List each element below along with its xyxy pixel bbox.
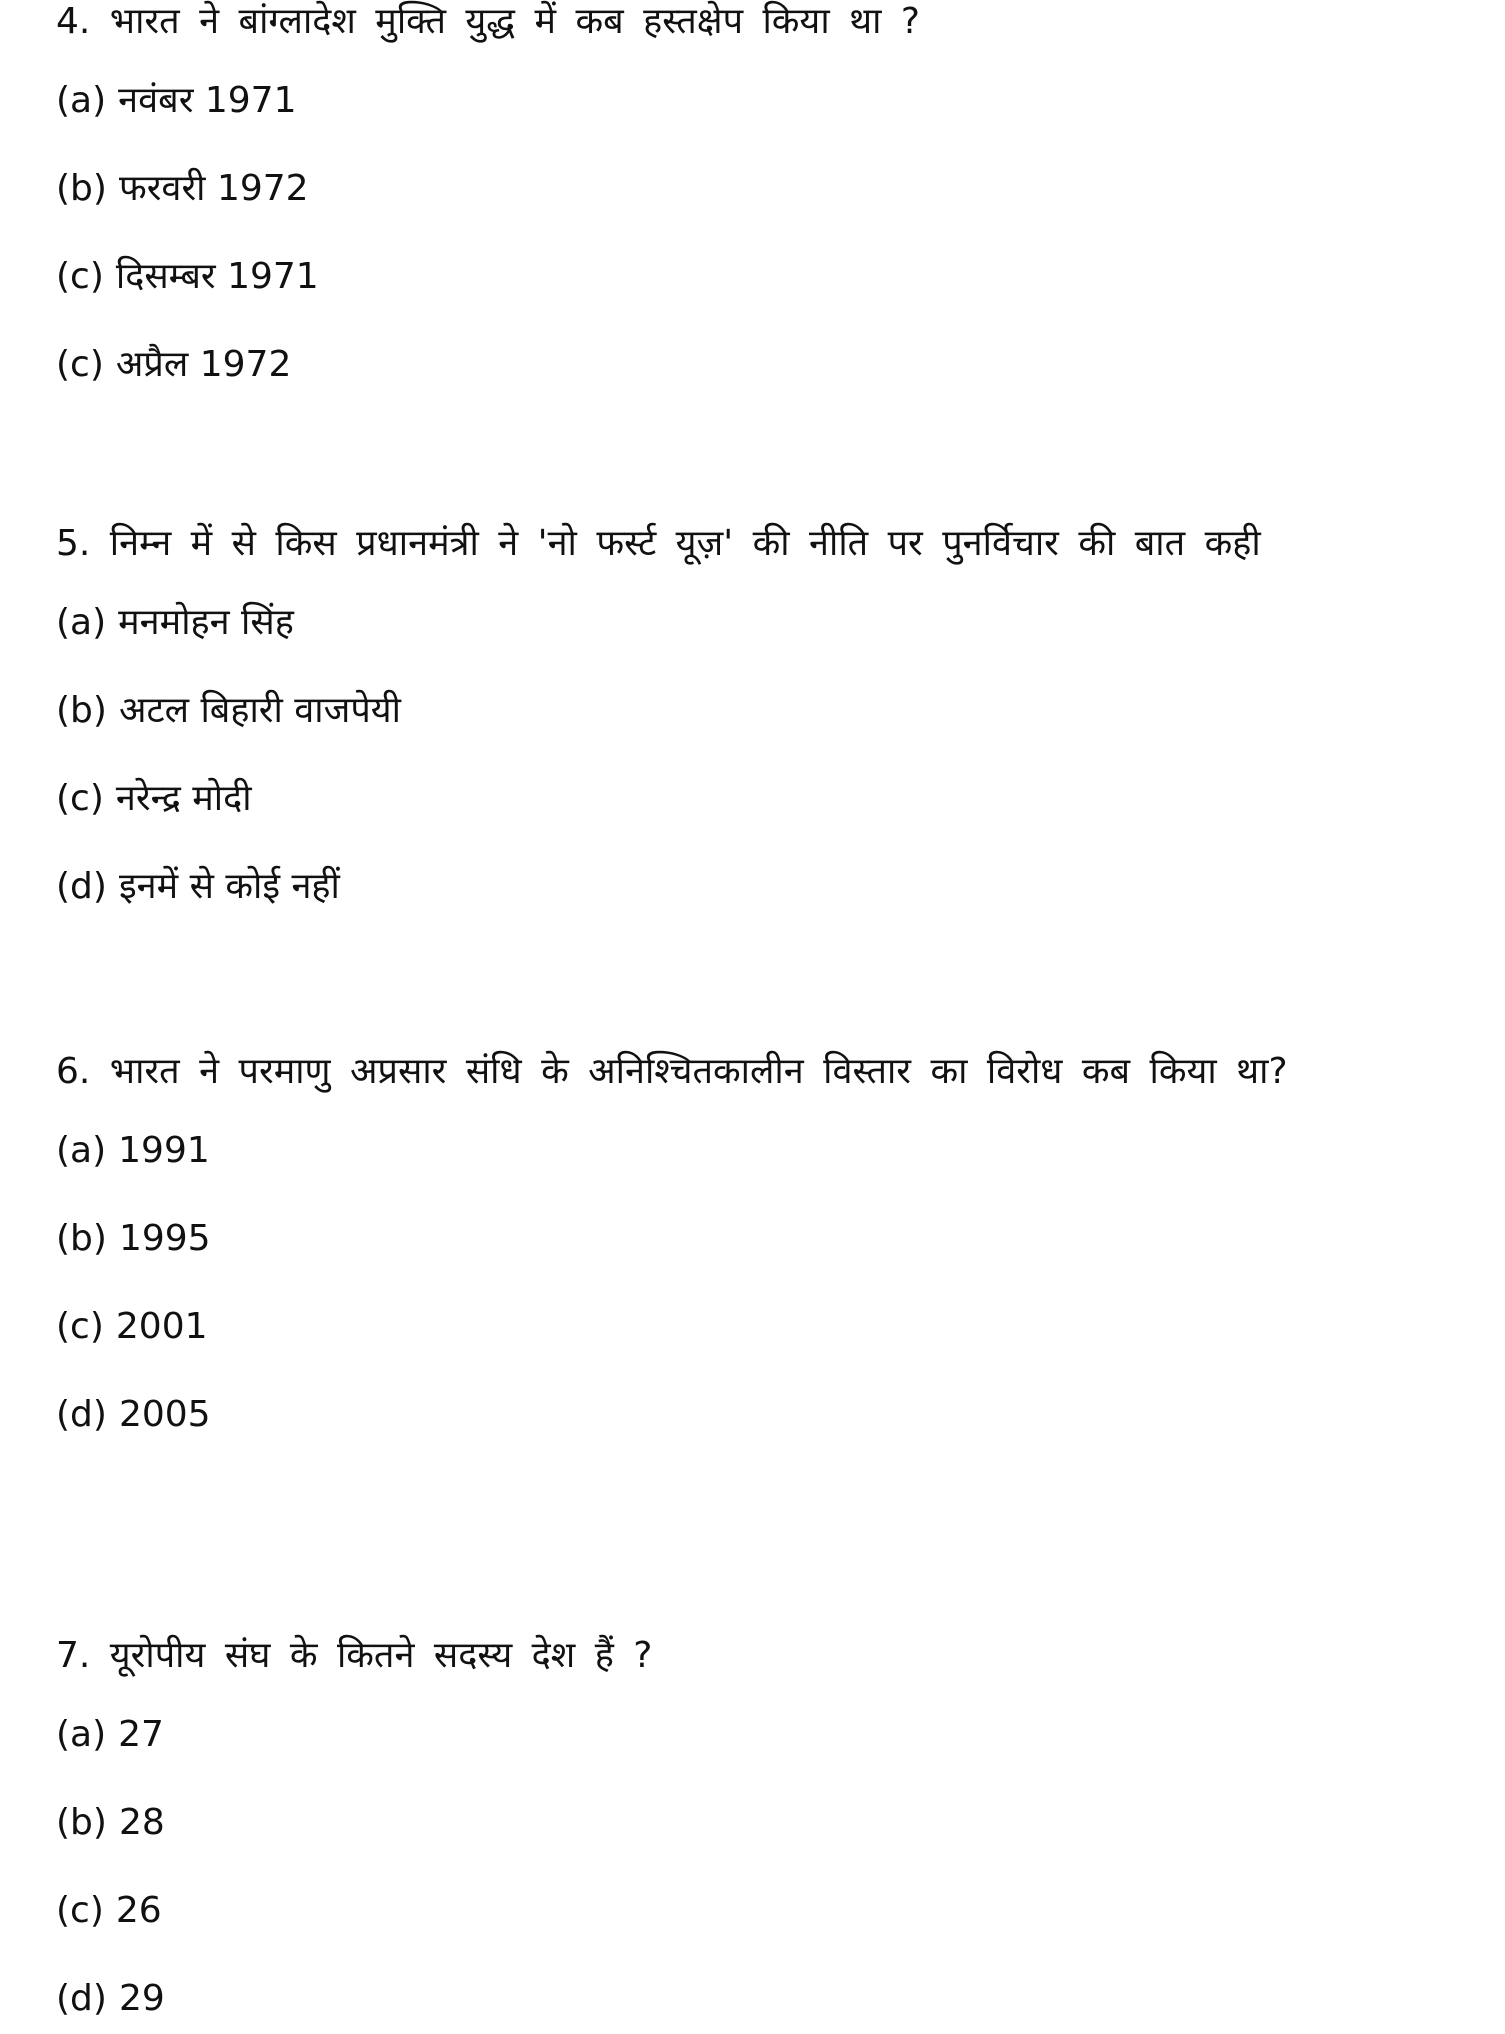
option-key: (c) <box>56 778 104 819</box>
option-text: 27 <box>118 1714 164 1755</box>
option-text: 1995 <box>118 1218 211 1259</box>
option-text: दिसम्बर 1971 <box>115 256 319 297</box>
option-text: 26 <box>115 1890 162 1931</box>
question-text: 7. यूरोपीय संघ के कितने सदस्य देश हैं ? <box>56 1635 653 1676</box>
option-item <box>56 1394 1456 1436</box>
option-text: नवंबर 1971 <box>118 80 297 121</box>
question-6 <box>56 1040 1456 1436</box>
option-key: (c) <box>56 344 104 385</box>
option-item <box>56 866 1456 908</box>
option-key: (d) <box>56 1978 107 2019</box>
option-item <box>56 168 1456 210</box>
option-key: (b) <box>56 690 107 731</box>
question-text: 4. भारत ने बांग्लादेश मुक्ति युद्ध में कब हस्तक्षेप किया था ? <box>56 1 920 42</box>
option-key: (c) <box>56 1306 104 1347</box>
option-text: अप्रैल 1972 <box>115 344 292 385</box>
option-text: इनमें से कोई नहीं <box>118 866 340 907</box>
option-key: (b) <box>56 1802 107 1843</box>
option-key: (a) <box>56 1714 107 1755</box>
option-key: (a) <box>56 602 107 643</box>
option-key: (d) <box>56 1394 107 1435</box>
option-list <box>56 602 1456 908</box>
option-key: (c) <box>56 256 104 297</box>
option-text: 28 <box>118 1802 165 1843</box>
option-item <box>56 1802 1456 1844</box>
option-text: 29 <box>118 1978 165 2019</box>
option-item <box>56 1306 1456 1348</box>
question-7 <box>56 1624 1456 2020</box>
option-text: 1991 <box>118 1130 210 1171</box>
option-item <box>56 602 1456 644</box>
option-item <box>56 1218 1456 1260</box>
option-key: (a) <box>56 1130 107 1171</box>
option-list <box>56 1714 1456 2020</box>
option-text: 2001 <box>115 1306 208 1347</box>
option-item <box>56 690 1456 732</box>
option-item <box>56 778 1456 820</box>
option-item <box>56 344 1456 386</box>
option-item <box>56 1890 1456 1932</box>
option-item <box>56 1714 1456 1756</box>
option-text: मनमोहन सिंह <box>118 602 294 643</box>
option-text: फरवरी 1972 <box>118 168 309 209</box>
option-text: 2005 <box>118 1394 211 1435</box>
option-key: (b) <box>56 168 107 209</box>
question-5 <box>56 512 1456 908</box>
option-list <box>56 1130 1456 1436</box>
question-4 <box>56 0 1456 386</box>
option-key: (d) <box>56 866 107 907</box>
option-item <box>56 80 1456 122</box>
option-list <box>56 80 1456 386</box>
option-item <box>56 1130 1456 1172</box>
option-text: अटल बिहारी वाजपेयी <box>118 690 401 731</box>
option-key: (c) <box>56 1890 104 1931</box>
option-item <box>56 256 1456 298</box>
option-key: (b) <box>56 1218 107 1259</box>
question-text: 5. निम्न में से किस प्रधानमंत्री ने 'नो फर्स्ट यूज़' की नीति पर पुनर्विचार की बात कही <box>56 523 1261 564</box>
question-text: 6. भारत ने परमाणु अप्रसार संधि के अनिश्चितकालीन विस्तार का विरोध कब किया था? <box>56 1051 1288 1092</box>
option-text: नरेन्द्र मोदी <box>115 778 252 819</box>
option-key: (a) <box>56 80 107 121</box>
option-item <box>56 1978 1456 2020</box>
